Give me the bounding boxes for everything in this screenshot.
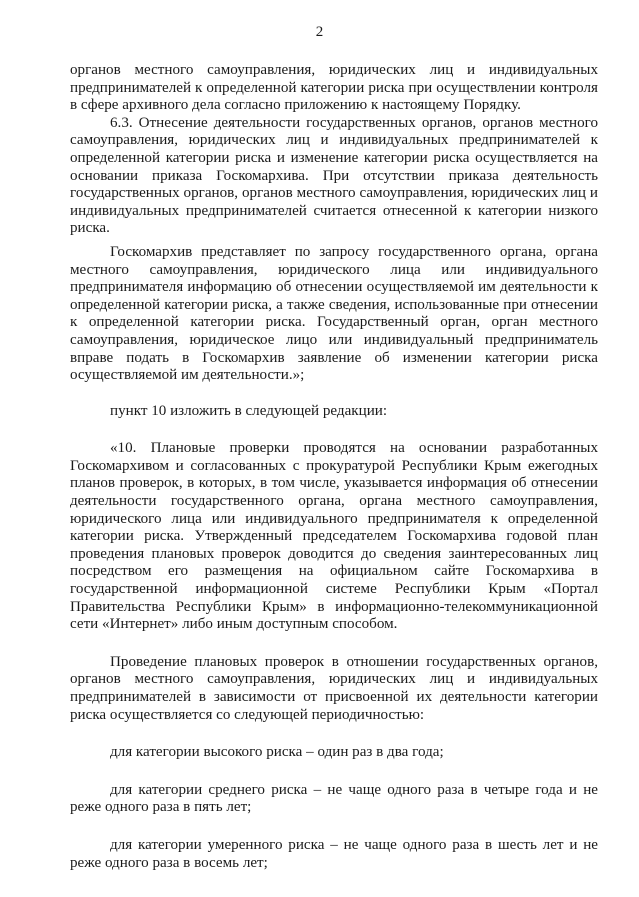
paragraph-periodicity: Проведение плановых проверок в отношении государственных органов, органов местного самоуправления, юридических лиц и индивидуальных предпринимателей в зависимости от присвоенной их деятельности категории риска осуществляется со следующей периодичностью: — [70, 653, 598, 723]
paragraph-6-3: 6.3. Отнесение деятельности государственных органов, органов местного самоуправления, юридических лиц и индивидуальных предпринимателей к определенной категории риска и изменение категории риска осуществляется на основании приказа Госкомархива. При отсутствии приказа деятельность государственных органов, органов местного самоуправления, юридических лиц и индивидуальных предпринимателей считается отнесенной к категории низкого риска. — [70, 114, 598, 237]
page-number: 2 — [315, 24, 324, 40]
paragraph-continuation: органов местного самоуправления, юридических лиц и индивидуальных предпринимателей к определенной категории риска при осуществлении контроля в сфере архивного дела согласно приложению к настоящему Порядку. — [70, 62, 598, 114]
paragraph-point-10: «10. Плановые проверки проводятся на основании разработанных Госкомархивом и согласованных с прокуратурой Республики Крым ежегодных планов проверок, в которых, в том числе, указывается информация об отнесении деятельности государственного органа, органа местного самоуправления, юридического лица или индивидуального предпринимателя к определенной категории риска. Утвержденный председателем Госкомархива годовой план проведения плановых проверок доводится до сведения заинтересованных лиц посредством его размещения на официальном сайте Госкомархива в государственной информационной системе Республики Крым «Портал Правительства Республики Крым» в информационно-телекоммуникационной сети «Интернет» либо иным доступным способом. — [70, 440, 598, 633]
paragraph-moderate-risk: для категории умеренного риска – не чаще одного раза в шесть лет и не реже одного раза в восемь лет; — [70, 836, 598, 871]
paragraph-high-risk: для категории высокого риска – один раз в два года; — [110, 744, 444, 761]
paragraph-amendment-intro: пункт 10 изложить в следующей редакции: — [110, 402, 388, 419]
paragraph-risk-info: Госкомархив представляет по запросу государственного органа, органа местного самоуправления, юридического лица или индивидуального предпринимателя информацию об отнесении осуществляемой им деятельности к определенной категории риска, а также сведения, использованные при отнесении к определенной категории риска. Государственный орган, орган местного самоуправления, юридическое лицо или индивидуальный предприниматель вправе подать в Госкомархив заявление об изменении категории риска осуществляемой им деятельности.»; — [70, 243, 598, 384]
paragraph-medium-risk: для категории среднего риска – не чаще одного раза в четыре года и не реже одного раза в пять лет; — [70, 781, 598, 816]
document-body — [70, 62, 598, 872]
